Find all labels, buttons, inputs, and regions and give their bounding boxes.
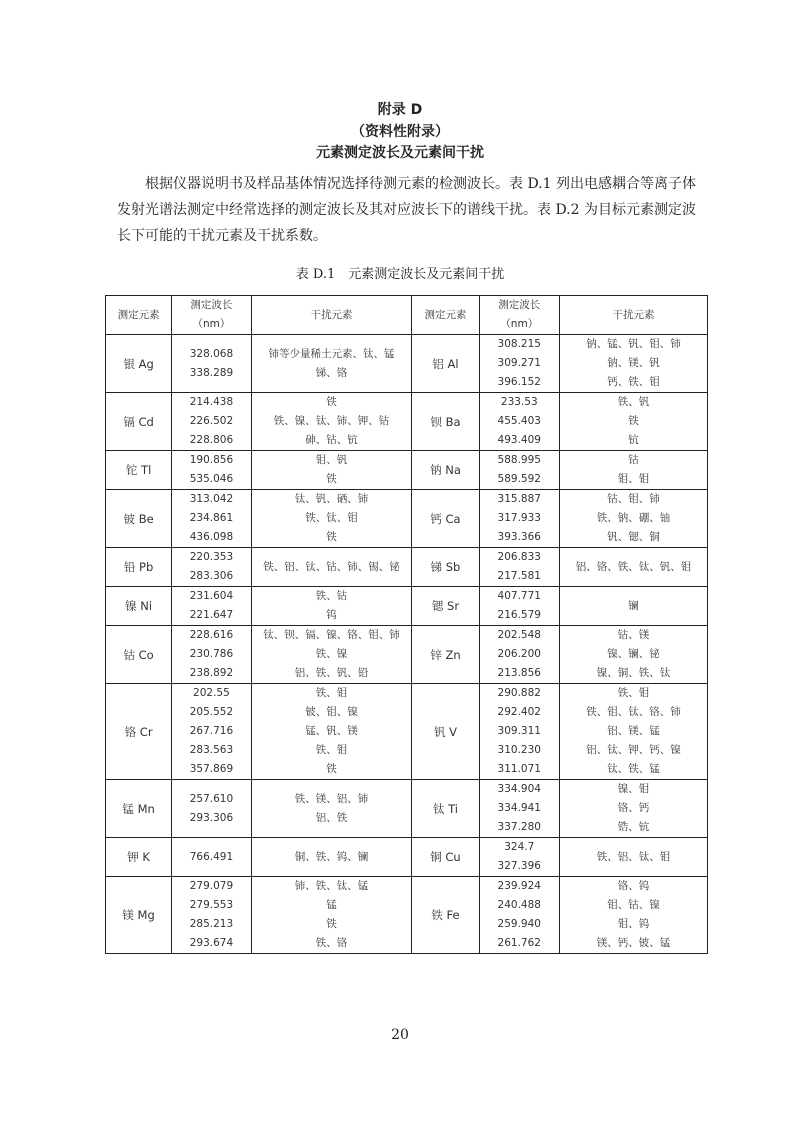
appendix-title: 附录 D [377,102,423,118]
interference-elements: 铝、钛、钾、钙、镍 [586,744,681,756]
interference-elements: 锆、钪 [617,821,650,833]
wavelength-cell-left [172,490,251,548]
interference-cell-right [559,780,707,838]
interference-elements: 铁、钼 [315,687,348,699]
wavelength-value: 205.552 [189,706,234,718]
interference-cell-left [251,451,412,490]
wavelength-value: 589.592 [497,473,541,485]
element-cell-right: 钛 Ti [412,780,479,838]
header-element: 测定元素 [106,296,172,335]
interference-elements: 镧 [628,599,639,612]
wavelength-value: 285.213 [189,918,234,930]
interference-elements: 铬、钙 [617,802,650,814]
element-cell-right: 钙 Ca [412,490,479,548]
interference-elements: 铁、钠、硼、铀 [596,512,671,524]
wavelength-cell-left [172,684,251,780]
table-row [106,335,708,393]
interference-elements: 铁、镁、铝、铈 [294,792,369,805]
interference-elements: 铁 [326,396,337,408]
interference-elements: 钼、钨 [617,918,650,930]
wavelength-value: 327.396 [497,860,541,872]
wavelength-value: 317.933 [497,512,541,524]
wavelength-value: 337.280 [497,821,541,833]
element-cell-right: 锑 Sb [412,548,479,587]
wavelength-value: 310.230 [497,744,541,756]
interference-elements: 钴 [628,454,639,466]
interference-elements: 钙、铁、钼 [607,376,660,388]
wavelength-value: 202.548 [497,629,541,641]
table-row [106,587,708,626]
interference-elements: 钒、锶、铜 [607,531,660,543]
wavelength-cell-right [479,780,559,838]
wavelength-value: 220.353 [189,551,234,563]
interference-cell-left [251,838,412,877]
interference-elements: 钨 [326,609,337,621]
appendix-type: （资料性附录） [351,124,449,140]
wavelength-value: 308.215 [497,338,541,350]
header-interference: 干扰元素 [251,296,412,335]
wavelength-value: 324.7 [504,841,535,853]
interference-elements: 铁、钼 [315,744,348,756]
element-cell-right: 钒 V [412,684,479,780]
interference-cell-right [559,684,707,780]
wavelength-cell-left [172,877,251,954]
wavelength-value: 283.563 [189,744,234,756]
element-cell-left: 锰 Mn [106,780,172,838]
wavelength-value: 233.53 [500,396,538,408]
appendix-subject: 元素测定波长及元素间干扰 [316,145,484,161]
wavelength-value: 313.042 [189,493,234,505]
wavelength-value: 393.366 [497,531,541,543]
interference-elements: 钛、铁、锰 [607,763,660,775]
wavelength-cell-right [479,490,559,548]
wavelength-value: 202.55 [193,687,230,699]
wavelength-cell-left [172,451,251,490]
wavelength-value: 216.579 [497,609,541,621]
interference-elements: 钴、钼、铈 [607,493,660,505]
interference-cell-left [251,780,412,838]
interference-elements: 铁 [326,918,337,930]
interference-cell-left [251,877,412,954]
wavelength-value: 221.647 [189,609,234,621]
interference-elements: 锰 [326,899,337,911]
wavelength-cell-left [172,393,251,451]
wavelength-value: 231.604 [189,590,234,602]
interference-cell-left [251,684,412,780]
element-cell-left: 镉 Cd [106,393,172,451]
wavelength-value: 334.904 [497,783,541,795]
element-cell-left: 铊 Tl [106,451,172,490]
wavelength-value: 283.306 [189,570,234,582]
interference-elements: 铝、镁、锰 [607,725,660,737]
element-cell-left: 铬 Cr [106,684,172,780]
interference-elements: 钼、钒 [315,454,348,466]
header-element-right: 测定元素 [412,296,479,335]
wavelength-cell-right [479,838,559,877]
interference-elements: 钪 [628,434,639,446]
interference-elements: 铝、铁 [315,811,348,824]
header-wavelength-unit-right: （nm） [500,318,539,330]
interference-elements: 镁、钙、铍、锰 [596,937,671,949]
interference-elements: 铁 [326,531,337,543]
wavelength-value: 217.581 [497,570,541,582]
wavelength-value: 293.674 [189,937,234,949]
element-cell-left: 铍 Be [106,490,172,548]
interference-elements: 锑、铬 [315,366,348,379]
wavelength-value: 279.079 [189,880,234,892]
page-number: 20 [391,1027,409,1043]
interference-elements: 钠、锰、钒、钼、铈 [586,338,681,350]
wavelength-value: 213.856 [497,667,541,679]
table-row [106,393,708,451]
wavelength-cell-right [479,587,559,626]
table-row [106,838,708,877]
table-row [106,684,708,780]
interference-elements: 钼、钴、镍 [607,899,660,911]
wavelength-value: 261.762 [497,937,541,949]
wavelength-value: 436.098 [189,531,234,543]
element-cell-right: 锌 Zn [412,626,479,684]
wavelength-value: 292.402 [497,706,541,718]
wavelength-value: 588.995 [497,454,541,466]
table-body [106,335,708,954]
interference-elements: 锰、钒、镁 [305,725,358,737]
wavelength-value: 535.046 [189,473,234,485]
interference-cell-left [251,490,412,548]
table-row [106,548,708,587]
element-cell-right: 铁 Fe [412,877,479,954]
wavelength-value: 311.071 [497,763,541,775]
interference-elements: 铝、铬、铁、钛、钒、钼 [575,560,692,573]
wavelength-value: 315.887 [497,493,541,505]
interference-elements: 铁 [628,415,639,427]
wavelength-value: 407.771 [497,590,541,602]
wavelength-cell-left [172,587,251,626]
header-wavelength-label-right: 测定波长 [498,299,541,311]
element-cell-left: 镁 Mg [106,877,172,954]
wavelength-cell-right [479,626,559,684]
wavelength-value: 396.152 [497,376,541,388]
element-cell-right: 锶 Sr [412,587,479,626]
interference-elements: 铈等少量稀土元素、钛、锰 [268,347,395,360]
interference-elements: 钼、钼 [617,473,650,485]
wavelength-cell-left [172,548,251,587]
element-cell-left: 镍 Ni [106,587,172,626]
wavelength-value: 230.786 [189,648,234,660]
wavelength-value: 279.553 [189,899,234,911]
wavelength-value: 228.616 [189,629,234,641]
interference-elements: 钛、钡、镉、镍、铬、钼、铈 [263,629,400,641]
wavelength-value: 226.502 [189,415,234,427]
interference-elements: 铁、镍 [315,648,348,660]
wavelength-cell-left [172,335,251,393]
interference-elements: 镍、铜、铁、钛 [596,667,671,679]
wavelength-value: 328.068 [189,347,234,360]
wavelength-cell-right [479,451,559,490]
wavelength-value: 338.289 [189,366,234,379]
wavelength-value: 206.833 [497,551,541,563]
element-cell-left: 铅 Pb [106,548,172,587]
header-wavelength-unit: （nm） [192,318,231,330]
wavelength-cell-left [172,780,251,838]
wavelength-value: 334.941 [497,802,541,814]
interference-elements: 钠、镁、钒 [607,357,660,369]
interference-elements: 钴、镁 [617,629,650,641]
interference-elements: 铁、铝、钛、钴、铈、锡、铋 [263,560,400,573]
wavelength-value: 234.861 [189,512,234,524]
interference-elements: 砷、钴、钪 [305,434,358,446]
interference-cell-left [251,626,412,684]
interference-cell-right [559,490,707,548]
wavelength-value: 214.438 [189,396,234,408]
wavelength-cell-left [172,838,251,877]
wavelength-value: 455.403 [497,415,541,427]
table-row [106,877,708,954]
wavelength-value: 290.882 [497,687,541,699]
wavelength-value: 206.200 [497,648,541,660]
header-wavelength [172,296,251,335]
header-wavelength-label: 测定波长 [190,299,233,311]
interference-elements: 铝、铁、钒、铅 [294,667,369,679]
interference-cell-right [559,548,707,587]
wavelength-value: 228.806 [189,434,234,446]
element-cell-left: 钴 Co [106,626,172,684]
wavelength-cell-right [479,877,559,954]
wavelength-cell-left [172,626,251,684]
wavelength-value: 257.610 [189,792,234,805]
interference-cell-left [251,548,412,587]
wavelength-cell-right [479,335,559,393]
wavelength-value: 766.491 [189,850,234,863]
table-row [106,780,708,838]
interference-elements: 铁、钼 [617,687,650,699]
wavelength-cell-right [479,393,559,451]
element-cell-right: 钠 Na [412,451,479,490]
table-header-row [106,296,708,335]
wavelength-value: 238.892 [189,667,234,679]
table-row [106,626,708,684]
interference-elements: 铁、钛、钼 [305,512,358,524]
wavelength-interference-table [105,295,708,954]
interference-elements: 铁、镍、钛、铈、钾、钴 [273,415,390,427]
interference-elements: 铁 [326,763,337,775]
element-cell-right: 铝 Al [412,335,479,393]
interference-cell-right [559,587,707,626]
interference-elements: 铁、钼、钛、铬、铈 [586,706,681,718]
wavelength-value: 309.271 [497,357,541,369]
interference-elements: 铍、钼、镍 [305,706,358,718]
table-row [106,490,708,548]
element-cell-right: 铜 Cu [412,838,479,877]
interference-elements: 钛、钒、硒、铈 [294,493,369,505]
wavelength-value: 357.869 [189,763,234,775]
wavelength-value: 239.924 [497,880,541,892]
interference-cell-right [559,335,707,393]
wavelength-value: 309.311 [497,725,541,737]
wavelength-value: 259.940 [497,918,541,930]
wavelength-value: 293.306 [189,811,234,824]
table-row [106,451,708,490]
wavelength-cell-right [479,684,559,780]
interference-elements: 铁、钒 [617,396,650,408]
element-cell-left: 钾 K [106,838,172,877]
interference-elements: 镍、镧、铋 [607,648,660,660]
header-wavelength-right [479,296,559,335]
interference-elements: 铜、铁、钨、镧 [294,850,369,863]
interference-cell-left [251,335,412,393]
wavelength-value: 240.488 [497,899,541,911]
interference-cell-right [559,393,707,451]
intro-paragraph: 根据仪器说明书及样品基体情况选择待测元素的检测波长。表 D.1 列出电感耦合等离子体发射光谱法测定中经常选择的测定波长及其对应波长下的谱线干扰。表 D.2 为目标元素测定波长下可能的干扰元素及干扰系数。 [117,176,696,244]
interference-elements: 铁、铝、钛、钼 [596,850,671,863]
interference-elements: 铁 [326,473,337,485]
header-interference-right: 干扰元素 [559,296,707,335]
interference-cell-right [559,626,707,684]
interference-elements: 铬、钨 [617,880,650,892]
element-cell-left: 银 Ag [106,335,172,393]
interference-cell-right [559,877,707,954]
interference-elements: 铁、钴 [315,590,348,602]
interference-cell-right [559,451,707,490]
interference-cell-left [251,393,412,451]
interference-elements: 镍、钼 [617,783,650,795]
element-cell-right: 钡 Ba [412,393,479,451]
table-caption: 表 D.1 元素测定波长及元素间干扰 [295,267,505,282]
interference-elements: 铁、铬 [315,937,348,949]
wavelength-value: 493.409 [497,434,541,446]
interference-cell-left [251,587,412,626]
interference-cell-right [559,838,707,877]
wavelength-cell-right [479,548,559,587]
wavelength-value: 190.856 [189,454,234,466]
interference-elements: 铈、铁、钛、锰 [294,880,369,892]
wavelength-value: 267.716 [189,725,234,737]
